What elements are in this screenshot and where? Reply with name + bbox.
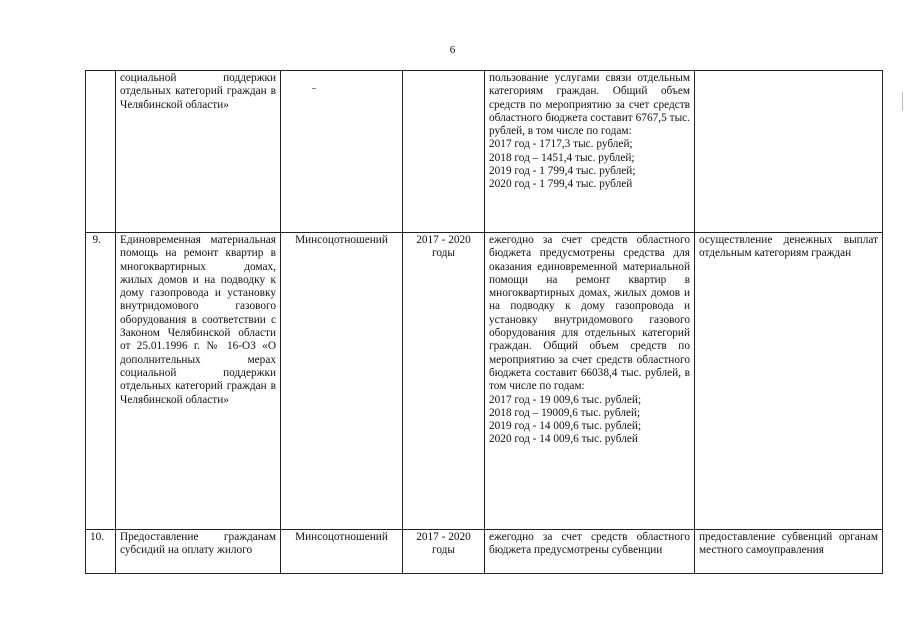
period: 2017 - 2020 годы [403, 233, 485, 530]
executor [281, 71, 403, 233]
measure-name: Единовременная материальная помощь на ремонт квартир в многоквартирных домах, жилых домов и на подводку к дому газопровода и установку внутридомового газового оборудования в соответствии с Законом Челябинской области от 25.01.1996 г. № 16-ОЗ «О дополнительных мерах социальной поддержки отдельных категорий граждан в Челябинской области» [116, 233, 281, 530]
measure-name: социальной поддержки отдельных категорий граждан в Челябинской области» [116, 71, 281, 233]
financing-description: пользование услугами связи отдельным категориям граждан. Общий объем средств по мероприятию за счет средств областного бюджета составит 6767,5 тыс. рублей, в том числе по годам: 2017 год - 1717,3 тыс. рублей; 2018 год – 1451,4 тыс. рублей; 2019 год - 1 799,4 тыс. рублей; 2020 год - 1 799,4 тыс. рублей [485, 71, 695, 233]
measure-name: Предоставление гражданам субсидий на оплату жилого [116, 530, 281, 574]
row-number: 9. [86, 233, 116, 530]
table-row [86, 233, 883, 530]
expected-result: предоставление субвенций органам местного самоуправления [695, 530, 883, 574]
financing-description: ежегодно за счет средств областного бюджета предусмотрены субвенции [485, 530, 695, 574]
expected-result: осуществление денежных выплат отдельным категориям граждан [695, 233, 883, 530]
financing-description: ежегодно за счет средств областного бюджета предусмотрены средства для оказания единовременной материальной помощи на ремонт квартир в многоквартирных домах, жилых домов и на подводку к дому газопровода и установку внутридомового газового оборудования для отдельных категорий граждан. Общий объем средств по мероприятию за счет средств областного бюджета составит 66038,4 тыс. рублей, в том числе по годам: 2017 год - 19 009,6 тыс. рублей; 2018 год – 19009,6 тыс. рублей; 2019 год - 14 009,6 тыс. рублей; 2020 год - 14 009,6 тыс. рублей [485, 233, 695, 530]
table-row [86, 71, 883, 233]
row-number [86, 71, 116, 233]
table-row [86, 530, 883, 574]
program-measures-table [85, 70, 883, 574]
executor: Минсоцотношений [281, 233, 403, 530]
page-number: 6 [449, 44, 456, 56]
scan-edge-artifact [902, 92, 903, 110]
row-number: 10. [86, 530, 116, 574]
expected-result [695, 71, 883, 233]
period: 2017 - 2020 годы [403, 530, 485, 574]
executor: Минсоцотношений [281, 530, 403, 574]
period [403, 71, 485, 233]
